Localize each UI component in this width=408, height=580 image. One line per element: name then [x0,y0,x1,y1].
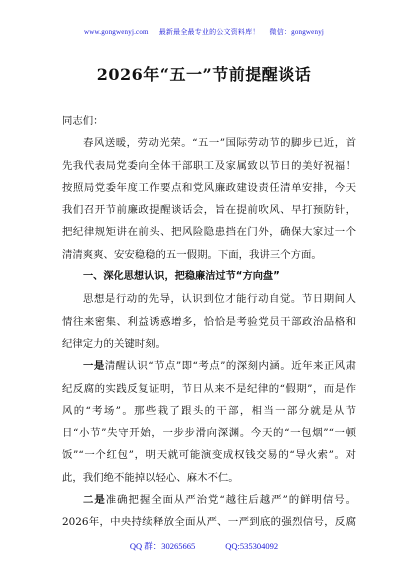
paragraph-line: 春风送暖，劳动光荣。“五一”国际劳动节的脚步已近，首 [83,137,356,150]
paragraph-line: 我们召开节前廉政提醒谈话会，旨在提前吹风、早打预防针， [62,204,356,217]
paragraph-line: 把纪律规矩讲在前头、把风险隐患挡在门外，确保大家过一个 [62,226,356,239]
paragraph-line: 纪反腐的实践反复证明，节日从来不是纪律的“假期”，而是作 [62,382,356,395]
paragraph-line: 风的“考场”。那些栽了跟头的干部，相当一部分就是从节 [62,404,356,417]
footer-qq: QQ:535304092 [225,541,279,551]
paragraph-line: 按照局党委年度工作要点和党风廉政建设责任清单安排，今天 [62,181,356,194]
header-slogan: 最新最全最专业的公文资料库！ [158,28,260,36]
paragraph-line: 纪律定力的关键时刻。 [62,337,166,350]
point-lead: 二是 [83,494,106,507]
paragraph-line: 清清爽爽、安安稳稳的五一假期。下面，我讲三个方面。 [62,248,322,261]
paragraph-line: 情往来密集、利益诱惑增多，恰恰是考验党员干部政治品格和 [62,315,356,328]
document-title: 2026年“五一”节前提醒谈话 [96,65,312,84]
document-body [62,110,356,534]
paragraph-line [62,489,356,511]
paragraph-line: 先我代表局党委向全体干部职工及家属致以节日的美好祝福！ [62,159,356,172]
point-text: 准确把握全面从严治党“越往后越严”的鲜明信号。 [105,494,357,507]
paragraph-line: 2026年，中央持续释放全面从严、一严到底的强烈信号，反腐 [62,516,356,529]
greeting: 同志们： [62,115,104,127]
paragraph-line: 日“小节”失守开始，一步步滑向深渊。今天的“一包烟”“一顿 [62,427,356,440]
paragraph-line: 饭”“一个红包”，明天就可能演变成权钱交易的“导火索”。对 [62,449,356,462]
paragraph-line: 思想是行动的先导，认识到位才能行动自觉。节日期间人 [83,293,356,306]
footer-qq-group: QQ 群：30265665 [129,541,196,551]
page-footer [0,540,408,552]
header-wechat: 微信：gongwenyj [269,28,325,36]
header-site[interactable]: www.gongwenyj.com [83,28,149,36]
point-text: 清醒认识“节点”即“考点”的深刻内涵。近年来正风肃 [104,360,356,373]
section-heading: 一、深化思想认识，把稳廉洁过节“方向盘” [83,271,280,283]
paragraph-line: 此，我们绝不能掉以轻心、麻木不仁。 [62,471,239,484]
point-lead: 一是 [83,360,105,373]
page-header [0,27,408,37]
paragraph-line [62,355,356,377]
